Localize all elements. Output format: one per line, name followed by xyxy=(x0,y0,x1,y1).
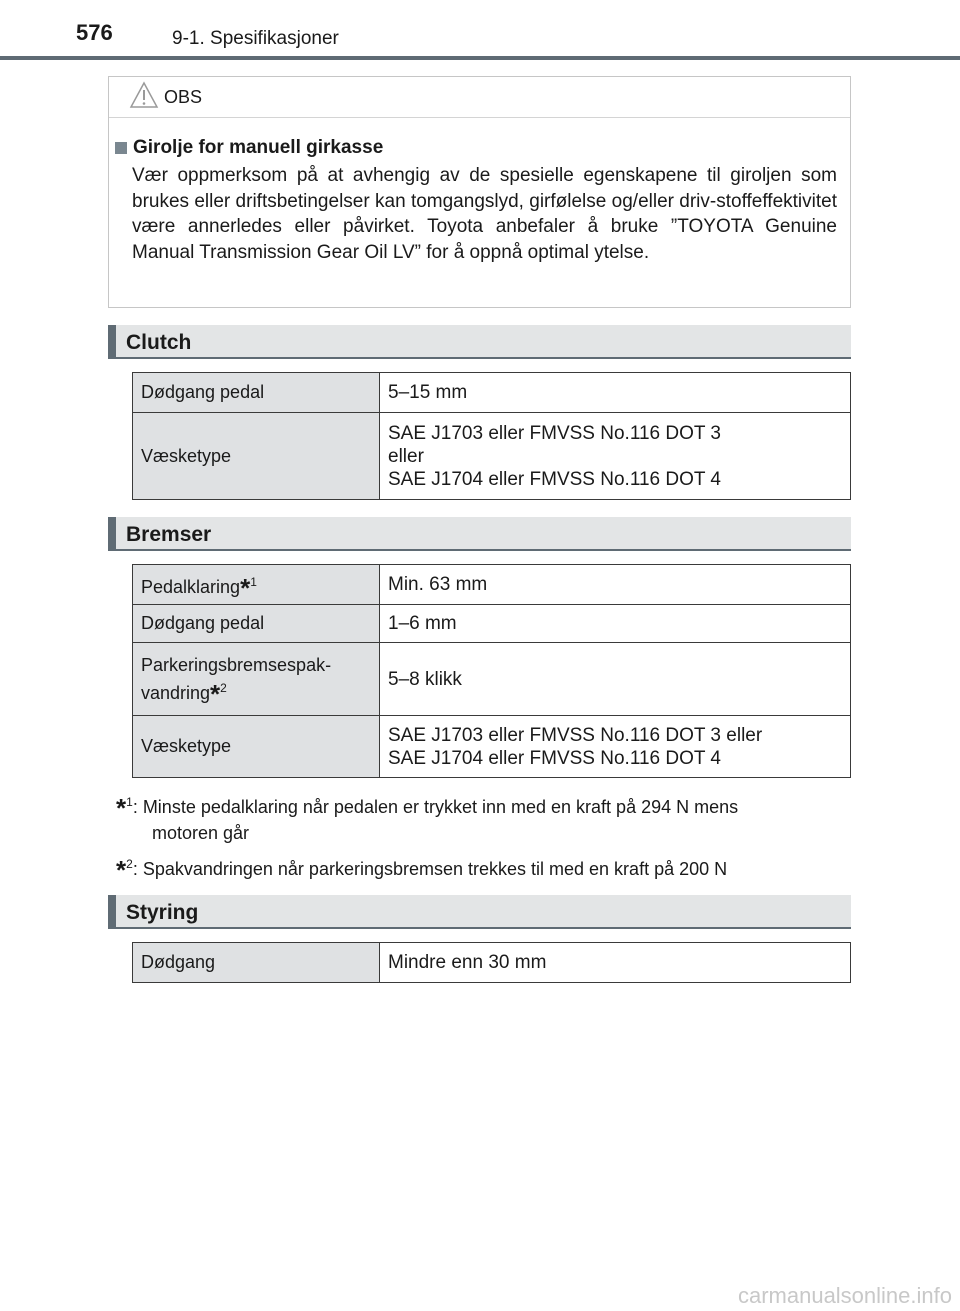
footnote-number: 2 xyxy=(126,857,133,871)
footnote-marker: * xyxy=(210,678,221,709)
top-rule xyxy=(0,56,960,60)
label-line: Parkeringsbremsespak- xyxy=(141,654,332,675)
label-text: vandring xyxy=(141,682,211,703)
section-title: Bremser xyxy=(126,523,212,546)
steering-table xyxy=(132,942,851,983)
obs-bullet-row xyxy=(115,137,383,159)
page-number: 576 xyxy=(76,20,113,45)
row-value xyxy=(380,716,851,778)
footnote-number: 1 xyxy=(250,574,257,589)
square-bullet-icon xyxy=(115,142,127,154)
footnote-2 xyxy=(116,851,856,885)
row-value: 1–6 mm xyxy=(380,605,851,643)
row-label xyxy=(133,565,380,605)
row-label: Dødgang pedal xyxy=(133,373,380,413)
table-row xyxy=(133,943,851,983)
label-text: Pedalklaring xyxy=(141,576,241,597)
footnote-text: : Spakvandringen når parkeringsbremsen trekkes til med en kraft på 200 N xyxy=(132,859,728,879)
section-bar xyxy=(108,517,116,549)
section-header-steering xyxy=(108,895,851,929)
table-row xyxy=(133,413,851,500)
row-label xyxy=(133,643,380,716)
table-row xyxy=(133,565,851,605)
label-line xyxy=(141,677,371,709)
row-label: Væsketype xyxy=(133,716,380,778)
row-value: Mindre enn 30 mm xyxy=(380,943,851,983)
brakes-table xyxy=(132,564,851,778)
warning-triangle-icon xyxy=(129,81,159,114)
section-title: Clutch xyxy=(126,331,192,354)
section-bar xyxy=(108,325,116,357)
section-path: 9-1. Spesifikasjoner xyxy=(172,28,339,49)
footnote-number: 1 xyxy=(126,795,133,809)
footnote-line xyxy=(116,789,856,823)
obs-heading: Girolje for manuell girkasse xyxy=(133,137,384,158)
value-line: SAE J1703 eller FMVSS No.116 DOT 3 xyxy=(388,422,722,444)
footnote-1 xyxy=(116,789,856,846)
obs-body: Vær oppmerksom på at avhengig av de spesielle egenskapene til giroljen som brukes eller driftsbetingelser kan tomgangslyd, girfølelse og/eller driv-stoffeffektivitet være annerledes eller påvirket. Toyota anbefaler å bruke ”TOYOTA Genuine Manual Transmission Gear Oil LV” for å oppnå optimal ytelse. xyxy=(132,165,837,263)
value-line: SAE J1704 eller FMVSS No.116 DOT 4 xyxy=(388,468,722,490)
value-line: SAE J1704 eller FMVSS No.116 DOT 4 xyxy=(388,747,722,769)
footnote-marker: * xyxy=(240,572,251,603)
row-label: Dødgang xyxy=(133,943,380,983)
obs-box xyxy=(108,76,851,308)
footnote-marker: * xyxy=(116,793,127,823)
footnote-text: : Minste pedalklaring når pedalen er trykket inn med en kraft på 294 N mens xyxy=(132,797,739,817)
table-row xyxy=(133,373,851,413)
footnote-number: 2 xyxy=(220,680,227,695)
row-value: 5–15 mm xyxy=(380,373,851,413)
section-title: Styring xyxy=(126,901,199,924)
section-bar xyxy=(108,895,116,927)
row-value: Min. 63 mm xyxy=(380,565,851,605)
value-line: SAE J1703 eller FMVSS No.116 DOT 3 eller xyxy=(388,724,763,746)
clutch-table xyxy=(132,372,851,500)
table-row xyxy=(133,605,851,643)
row-label: Dødgang pedal xyxy=(133,605,380,643)
footnote-marker: * xyxy=(116,855,127,885)
row-label: Væsketype xyxy=(133,413,380,500)
watermark: carmanualsonline.info xyxy=(737,1283,952,1308)
table-row xyxy=(133,716,851,778)
table-row xyxy=(133,643,851,716)
section-header-clutch xyxy=(108,325,851,359)
row-value: 5–8 klikk xyxy=(380,643,851,716)
obs-header xyxy=(109,77,850,118)
row-value xyxy=(380,413,851,500)
section-header-brakes xyxy=(108,517,851,551)
obs-label: OBS xyxy=(164,87,203,107)
footnote-line: motoren går xyxy=(152,823,250,843)
value-line: eller xyxy=(388,445,424,467)
